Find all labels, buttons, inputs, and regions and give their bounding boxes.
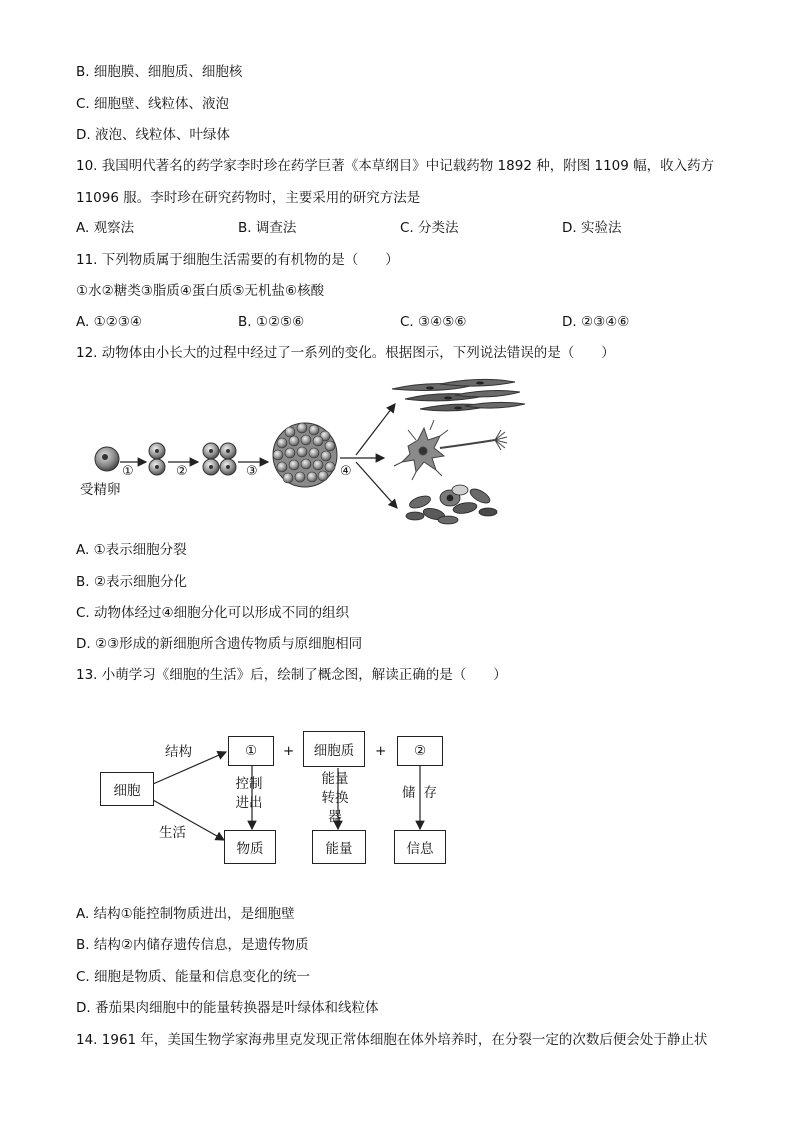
- store-label: 储存: [402, 785, 445, 801]
- q14-stem: 14. 1961 年，美国生物学家海弗里克发现正常体细胞在体外培养时，在分裂一定的次数后便会处于静止状: [76, 1032, 708, 1048]
- cytoplasm-box: 细胞质: [303, 731, 365, 767]
- structure-2-box: ②: [397, 736, 443, 766]
- q11-option-d: D. ②③④⑥: [562, 314, 630, 330]
- q13-option-d: D. 番茄果肉细胞中的能量转换器是叶绿体和线粒体: [76, 1000, 379, 1016]
- q10-option-c: C. 分类法: [400, 220, 459, 236]
- q11-option-a: A. ①②③④: [76, 314, 142, 330]
- structure-1-box: ①: [228, 736, 274, 766]
- energy-box: 能量: [312, 830, 366, 864]
- q12-stem: 12. 动物体由小长大的过程中经过了一系列的变化。根据图示，下列说法错误的是（ ）: [76, 345, 615, 361]
- q11-stem: 11. 下列物质属于细胞生活需要的有机物的是（ ）: [76, 252, 399, 268]
- q11-option-c: C. ③④⑤⑥: [400, 314, 467, 330]
- plus-sign-2: +: [375, 743, 387, 759]
- fertilized-egg-label: 受精卵: [80, 482, 121, 498]
- structure-label: 结构: [165, 744, 192, 760]
- q11-option-b: B. ①②⑤⑥: [238, 314, 305, 330]
- matter-box: 物质: [224, 830, 276, 864]
- q12-option-c: C. 动物体经过④细胞分化可以形成不同的组织: [76, 605, 350, 621]
- q13-stem: 13. 小萌学习《细胞的生活》后，绘制了概念图，解读正确的是（ ）: [76, 667, 507, 683]
- q11-items: ①水②糖类③脂质④蛋白质⑤无机盐⑥核酸: [76, 283, 325, 299]
- control-in-out-label: 控制进出: [235, 776, 263, 811]
- step-1-label: ①: [122, 464, 134, 479]
- step-2-label: ②: [176, 464, 188, 479]
- q9-option-c: C. 细胞壁、线粒体、液泡: [76, 96, 230, 112]
- q10-option-a: A. 观察法: [76, 220, 135, 236]
- step-4-label: ④: [340, 464, 352, 479]
- q13-option-a: A. 结构①能控制物质进出，是细胞壁: [76, 906, 295, 922]
- q10-stem-line2: 11096 服。李时珍在研究药物时，主要采用的研究方法是: [76, 190, 421, 206]
- q9-option-b: B. 细胞膜、细胞质、细胞核: [76, 64, 243, 80]
- q12-option-a: A. ①表示细胞分裂: [76, 542, 187, 558]
- plus-sign-1: +: [283, 743, 295, 759]
- cell-box: 细胞: [100, 772, 154, 806]
- step-3-label: ③: [246, 464, 258, 479]
- q12-option-b: B. ②表示细胞分化: [76, 574, 187, 590]
- q13-option-c: C. 细胞是物质、能量和信息变化的统一: [76, 969, 311, 985]
- life-label: 生活: [159, 825, 186, 841]
- q10-stem-line1: 10. 我国明代著名的药学家李时珍在药学巨著《本草纲目》中记载药物 1892 种，附图 1109 幅，收入药方: [76, 158, 715, 174]
- q13-option-b: B. 结构②内储存遗传信息，是遗传物质: [76, 937, 309, 953]
- q9-option-d: D. 液泡、线粒体、叶绿体: [76, 127, 230, 143]
- energy-converter-label: 能量转换器: [321, 771, 349, 825]
- q10-option-d: D. 实验法: [562, 220, 622, 236]
- q10-option-b: B. 调查法: [238, 220, 297, 236]
- info-box: 信息: [394, 830, 446, 864]
- q12-option-d: D. ②③形成的新细胞所含遗传物质与原细胞相同: [76, 636, 363, 652]
